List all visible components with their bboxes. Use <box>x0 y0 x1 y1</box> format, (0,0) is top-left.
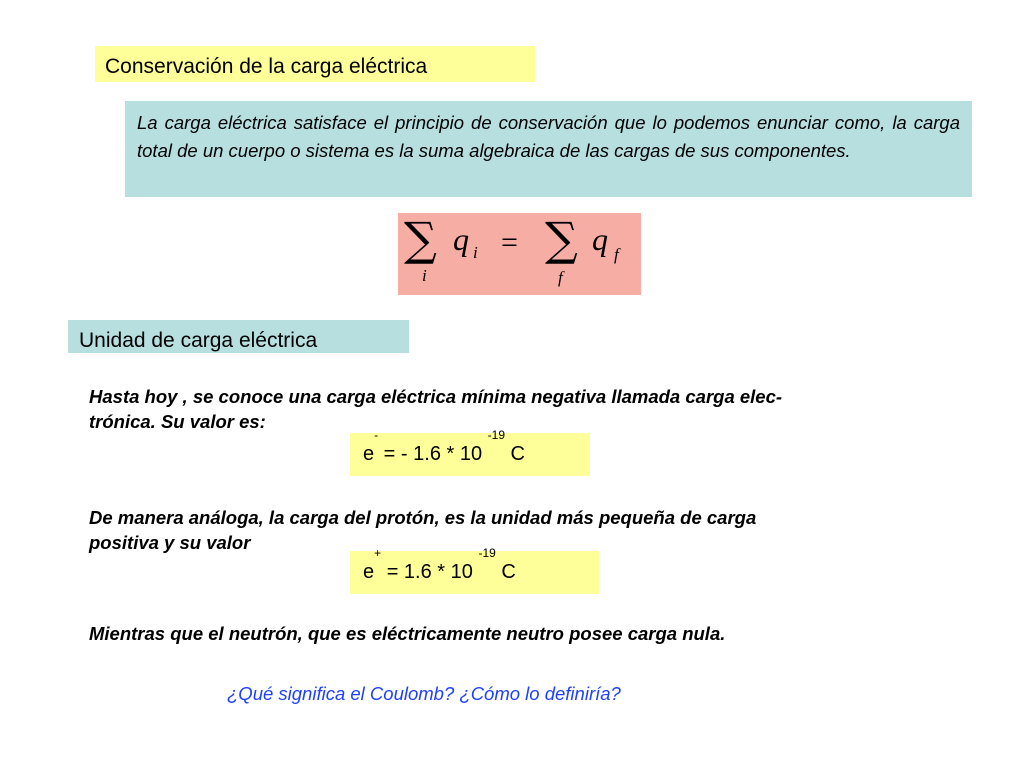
formula-equals: = <box>501 226 518 259</box>
proton-text-line1: De manera análoga, la carga del protón, es la unidad más pequeña de carga <box>89 507 757 528</box>
neutron-text: Mientras que el neutrón, que es eléctricamente neutro posee carga nula. <box>89 623 726 644</box>
formula-right-index: f <box>558 268 563 287</box>
section-title-unit: Unidad de carga eléctrica <box>68 320 409 353</box>
formula-graphic <box>398 213 641 295</box>
electron-exponent: -19 <box>487 428 505 442</box>
section-title-conservation: Conservación de la carga eléctrica <box>95 46 535 82</box>
electron-text-line1: Hasta hoy , se conoce una carga eléctrica mínima negativa llamada carga elec- <box>89 386 783 407</box>
coulomb-question: ¿Qué significa el Coulomb? ¿Cómo lo definiría? <box>227 683 621 704</box>
proton-unit: C <box>495 561 516 583</box>
conservation-formula <box>398 213 641 295</box>
proton-charge-box <box>350 546 599 594</box>
proton-value: = 1.6 * 10 <box>381 561 473 583</box>
electron-charge-box <box>350 428 590 476</box>
electron-sign: - <box>374 428 379 442</box>
conservation-definition: La carga eléctrica satisface el principio de conservación que lo podemos enunciar como, la carga total de un cuerpo o sistema es la suma algebraica de las cargas de sus componentes. <box>125 101 972 197</box>
electron-paragraph <box>89 384 959 434</box>
formula-left-index: i <box>422 266 427 285</box>
formula-left-sub: i <box>473 243 478 262</box>
proton-text-line2: positiva y su valor <box>89 532 251 553</box>
electron-text-line2: trónica. Su valor es: <box>89 411 266 432</box>
proton-exponent: -19 <box>478 546 496 560</box>
sum-symbol-left: ∑ <box>404 213 437 266</box>
formula-right-sub: f <box>614 245 619 264</box>
electron-unit: C <box>505 443 525 465</box>
proton-symbol: e <box>363 561 375 583</box>
proton-sign: + <box>374 546 382 560</box>
proton-paragraph <box>89 505 959 555</box>
electron-value: = - 1.6 * 10 <box>378 443 483 465</box>
electron-symbol: e <box>363 443 375 465</box>
sum-symbol-right: ∑ <box>545 213 578 266</box>
formula-left-var: q <box>453 221 469 257</box>
formula-right-var: q <box>592 221 608 257</box>
